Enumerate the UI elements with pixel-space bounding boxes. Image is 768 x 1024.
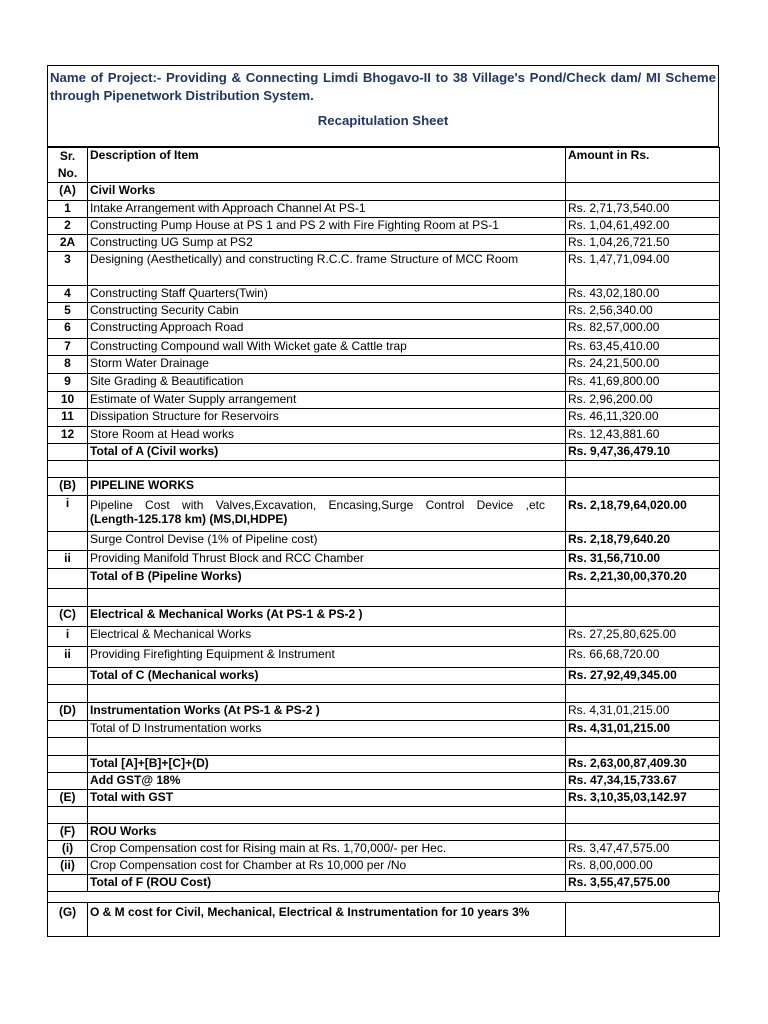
row-amount: Rs. 47,34,15,733.67 [566,773,720,790]
table-row [48,496,720,532]
row-description [88,807,566,824]
row-amount: Rs. 2,63,00,87,409.30 [566,756,720,773]
row-amount [566,183,720,201]
row-sr [48,685,88,703]
row-amount: Rs. 1,04,61,492.00 [566,218,720,235]
table-row [48,252,720,286]
table-row [48,668,720,685]
row-description: Providing Manifold Thrust Block and RCC Chamber [88,551,566,569]
table-row [48,392,720,409]
row-description: Constructing Approach Road [88,320,566,339]
row-amount [566,738,720,756]
row-sr: 2 [48,218,88,235]
row-description: Surge Control Devise (1% of Pipeline cost) [88,532,566,551]
row-description: ROU Works [88,824,566,841]
row-sr: i [48,496,88,532]
row-sr: 4 [48,286,88,303]
table-row [48,569,720,589]
project-title: Name of Project:- Providing & Connecting Limdi Bhogavo-II to 38 Village's Pond/Check dam/ MI Scheme through Pipenetwork Distribution System. [50,70,716,103]
row-amount: Rs. 2,96,200.00 [566,392,720,409]
row-description: Providing Firefighting Equipment & Instrument [88,647,566,668]
table-row [48,427,720,444]
row-description: Add GST@ 18% [88,773,566,790]
table-row [48,738,720,756]
table-row [48,703,720,721]
row-description [88,685,566,703]
row-sr [48,738,88,756]
table-row [48,218,720,235]
table-row [48,647,720,668]
table-row [48,444,720,461]
row-description: Site Grading & Beautification [88,374,566,392]
row-description-line2: (Length-125.178 km) (MS,DI,HDPE) [90,512,288,526]
row-description: Designing (Aesthetically) and constructing R.C.C. frame Structure of MCC Room [88,252,566,286]
row-amount [566,607,720,627]
table-row [48,320,720,339]
row-sr: 3 [48,252,88,286]
row-sr: ii [48,551,88,569]
table-row [48,875,720,892]
row-description: Intake Arrangement with Approach Channel At PS-1 [88,201,566,218]
row-amount: Rs. 3,47,47,575.00 [566,841,720,858]
row-sr [48,756,88,773]
recapitulation-sheet [47,65,719,937]
row-amount: Rs. 41,69,800.00 [566,374,720,392]
row-sr: 12 [48,427,88,444]
row-description: Total with GST [88,790,566,807]
row-amount: Rs. 2,71,73,540.00 [566,201,720,218]
row-description: Crop Compensation cost for Rising main at Rs. 1,70,000/- per Hec. [88,841,566,858]
row-description: Storm Water Drainage [88,356,566,374]
row-sr: (B) [48,478,88,496]
table-row [48,183,720,201]
row-description: Constructing Staff Quarters(Twin) [88,286,566,303]
row-description: Electrical & Mechanical Works (At PS-1 & PS-2 ) [88,607,566,627]
table-row [48,858,720,875]
row-amount: Rs. 12,43,881.60 [566,427,720,444]
row-description: Total of F (ROU Cost) [88,875,566,892]
row-description [88,589,566,607]
row-sr [48,875,88,892]
row-amount [566,478,720,496]
col-header-amount: Amount in Rs. [566,148,720,183]
row-amount: Rs. 4,31,01,215.00 [566,703,720,721]
table-row [48,374,720,392]
row-description: Total of B (Pipeline Works) [88,569,566,589]
row-amount: Rs. 2,21,30,00,370.20 [566,569,720,589]
row-description: Constructing Security Cabin [88,303,566,320]
recap-table [47,147,720,892]
row-amount: Rs. 3,55,47,575.00 [566,875,720,892]
table-row [48,303,720,320]
row-sr [48,532,88,551]
table-row [48,841,720,858]
table-row [48,339,720,356]
table-row [48,589,720,607]
row-description: PIPELINE WORKS [88,478,566,496]
table-row [48,807,720,824]
table-row [48,685,720,703]
row-amount: Rs. 1,47,71,094.00 [566,252,720,286]
row-description: Constructing Pump House at PS 1 and PS 2 with Fire Fighting Room at PS-1 [88,218,566,235]
row-sr [48,721,88,738]
col-header-sr: Sr. No. [48,148,88,183]
table-row [48,551,720,569]
row-sr: 5 [48,303,88,320]
table-row [48,773,720,790]
row-sr: (D) [48,703,88,721]
row-description: Store Room at Head works [88,427,566,444]
row-g-table [47,902,720,937]
row-amount: Rs. 4,31,01,215.00 [566,721,720,738]
row-sr [48,461,88,478]
table-row [48,235,720,252]
row-amount [566,807,720,824]
row-sr: 6 [48,320,88,339]
row-amount: Rs. 43,02,180.00 [566,286,720,303]
row-sr [48,773,88,790]
row-description: Instrumentation Works (At PS-1 & PS-2 ) [88,703,566,721]
row-sr [48,444,88,461]
row-amount: Rs. 24,21,500.00 [566,356,720,374]
row-description: Crop Compensation cost for Chamber at Rs 10,000 per /No [88,858,566,875]
table-row [48,627,720,647]
table-row [48,478,720,496]
row-sr: 9 [48,374,88,392]
row-sr [48,668,88,685]
row-description: Total of C (Mechanical works) [88,668,566,685]
table-row [48,409,720,427]
row-amount [566,589,720,607]
row-description: Constructing UG Sump at PS2 [88,235,566,252]
table-row [48,756,720,773]
table-row [48,461,720,478]
table-row [48,201,720,218]
row-description-line1: Pipeline Cost with Valves,Excavation, Encasing,Surge Control Device ,etc [90,498,545,512]
row-amount: Rs. 2,56,340.00 [566,303,720,320]
sheet-subtitle: Recapitulation Sheet [317,113,449,128]
table-row [48,721,720,738]
row-sr [48,807,88,824]
project-header [47,65,719,147]
row-amount: Rs. 27,25,80,625.00 [566,627,720,647]
row-description: Dissipation Structure for Reservoirs [88,409,566,427]
row-description: Constructing Compound wall With Wicket gate & Cattle trap [88,339,566,356]
row-amount: Rs. 2,18,79,64,020.00 [566,496,720,532]
table-row [48,824,720,841]
row-sr: 2A [48,235,88,252]
row-amount: Rs. 8,00,000.00 [566,858,720,875]
row-amount: Rs. 31,56,710.00 [566,551,720,569]
row-sr: 11 [48,409,88,427]
table-row [48,607,720,627]
row-sr: (E) [48,790,88,807]
table-header-row [48,148,720,183]
spacer [47,892,719,902]
row-g-amount [566,903,720,937]
row-sr: 7 [48,339,88,356]
table-row [48,532,720,551]
row-description: Total of D Instrumentation works [88,721,566,738]
row-description: Estimate of Water Supply arrangement [88,392,566,409]
row-sr: (C) [48,607,88,627]
row-g-description: O & M cost for Civil, Mechanical, Electrical & Instrumentation for 10 years 3% [88,903,566,937]
row-sr: (F) [48,824,88,841]
row-description: Total [A]+[B]+[C]+(D) [88,756,566,773]
row-sr: ii [48,647,88,668]
row-sr [48,569,88,589]
row-sr: 10 [48,392,88,409]
table-row [48,286,720,303]
row-amount: Rs. 27,92,49,345.00 [566,668,720,685]
row-amount: Rs. 82,57,000.00 [566,320,720,339]
row-amount [566,824,720,841]
row-description: Electrical & Mechanical Works [88,627,566,647]
row-description [88,738,566,756]
table-row [48,356,720,374]
row-amount: Rs. 63,45,410.00 [566,339,720,356]
row-g-sr: (G) [48,903,88,937]
row-sr: (A) [48,183,88,201]
row-sr: (ii) [48,858,88,875]
row-sr [48,589,88,607]
row-sr: (i) [48,841,88,858]
row-description [88,496,566,532]
row-amount [566,461,720,478]
row-description: Total of A (Civil works) [88,444,566,461]
row-amount: Rs. 3,10,35,03,142.97 [566,790,720,807]
row-amount: Rs. 66,68,720.00 [566,647,720,668]
row-amount [566,685,720,703]
table-row-g [48,903,720,937]
row-amount: Rs. 1,04,26,721.50 [566,235,720,252]
row-sr: 8 [48,356,88,374]
row-sr: 1 [48,201,88,218]
table-row [48,790,720,807]
row-amount: Rs. 9,47,36,479.10 [566,444,720,461]
row-amount: Rs. 2,18,79,640.20 [566,532,720,551]
row-amount: Rs. 46,11,320.00 [566,409,720,427]
col-header-description: Description of Item [88,148,566,183]
row-description: Civil Works [88,183,566,201]
row-description [88,461,566,478]
row-sr: i [48,627,88,647]
